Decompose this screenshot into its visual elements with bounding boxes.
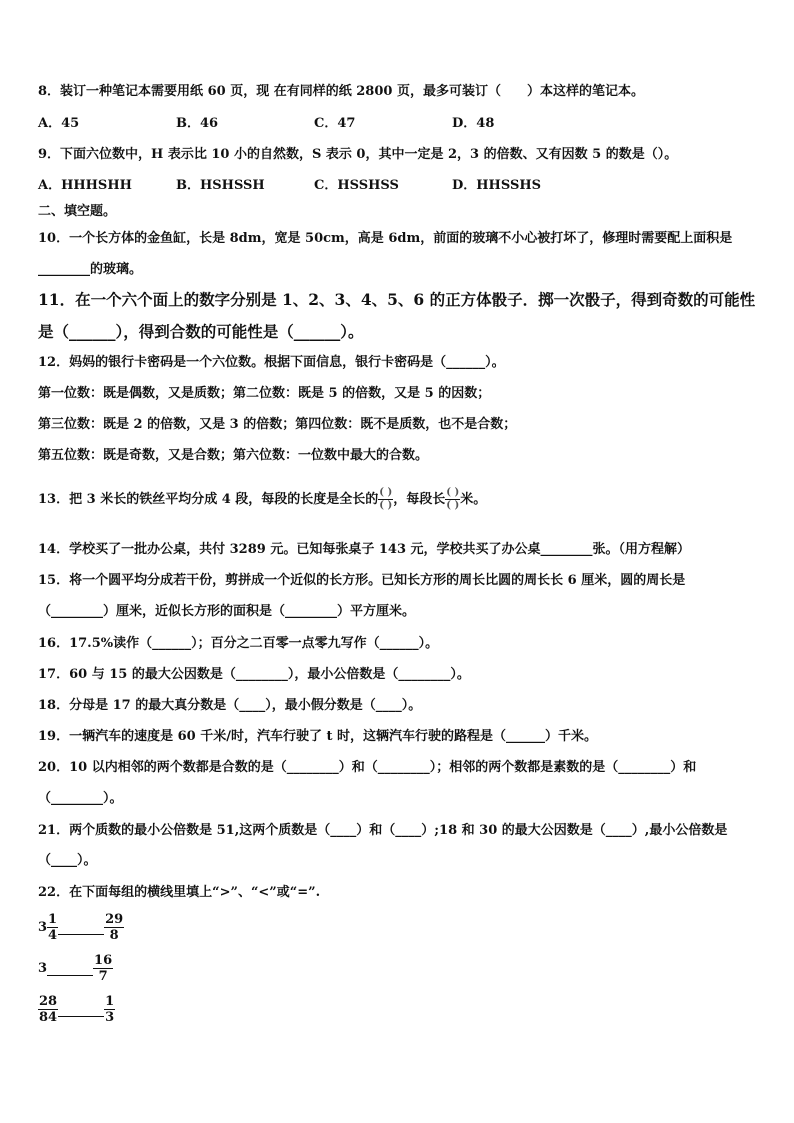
fraction-blank: $\frac{( )}{( )}$ [379, 487, 393, 511]
whole-number: 3 [38, 920, 48, 935]
question-12-line4: 第五位数：既是奇数，又是合数；第六位数：一位数中最大的合数。 [38, 448, 429, 463]
question-11-line2: 是（______），得到合数的可能性是（______）。 [38, 322, 364, 341]
question-10-line2: ________的玻璃。 [38, 262, 143, 277]
option-a: A．45 [38, 116, 80, 131]
question-10-line1: 10．一个长方体的金鱼缸，长是 8dm，宽是 50cm，高是 6dm，前面的玻璃不小心被打坏了，修理时需要配上面积是 [38, 231, 733, 246]
option-c: C．HSSHSS [314, 178, 399, 193]
fraction-blank: $\frac{( )}{( )}$ [446, 487, 460, 511]
question-21-line2: （____）。 [38, 853, 97, 868]
compare-row-2 [38, 954, 113, 983]
question-8: 8．装订一种笔记本需要用纸 60 页，现 在有同样的纸 2800 页，最多可装订（ ）本这样的笔记本。 [38, 84, 644, 99]
question-19: 19．一辆汽车的速度是 60 千米/时，汽车行驶了 t 时，这辆汽车行驶的路程是（______）千米。 [38, 729, 598, 744]
question-12-line1: 12．妈妈的银行卡密码是一个六位数。根据下面信息，银行卡密码是（______）。 [38, 355, 505, 370]
option-d: D．48 [452, 116, 495, 131]
whole-number: 3 [38, 961, 48, 976]
compare-row-1 [38, 913, 124, 942]
question-21-line1: 21．两个质数的最小公倍数是 51,这两个质数是（____）和（____）;18 和 30 的最大公因数是（____）,最小公倍数是 [38, 823, 728, 838]
question-15-line1: 15．将一个圆平均分成若干份，剪拼成一个近似的长方形。已知长方形的周长比圆的周长长 6 厘米，圆的周长是 [38, 573, 686, 588]
option-c: C．47 [314, 116, 356, 131]
question-13-pre: 13．把 3 米长的铁丝平均分成 4 段，每段的长度是全长的 [38, 491, 379, 507]
fraction: $\frac{16}{7}$ [94, 953, 113, 984]
question-22: 22．在下面每组的横线里填上“>”、“<”或“=”. [38, 885, 321, 900]
question-9: 9．下面六位数中，H 表示比 10 小的自然数，S 表示 0，其中一定是 2，3 的倍数、又有因数 5 的数是（）。 [38, 147, 678, 162]
question-16: 16．17.5%读作（______）；百分之二百零一点零九写作（______）。 [38, 636, 439, 651]
question-17: 17．60 与 15 的最大公因数是（________），最小公倍数是（________）。 [38, 667, 470, 682]
question-12-line3: 第三位数：既是 2 的倍数，又是 3 的倍数；第四位数：既不是质数，也不是合数； [38, 417, 517, 432]
answer-blank[interactable] [58, 1016, 104, 1017]
answer-blank[interactable] [58, 934, 104, 935]
question-13 [38, 488, 486, 511]
question-15-line2: （________）厘米，近似长方形的面积是（________）平方厘米。 [38, 604, 416, 619]
question-20-line1: 20．10 以内相邻的两个数都是合数的是（________）和（________）；相邻的两个数都是素数的是（________）和 [38, 760, 697, 775]
question-14: 14．学校买了一批办公桌，共付 3289 元。已知每张桌子 143 元，学校共买了办公桌________张。（用方程解） [38, 542, 691, 557]
question-12-line2: 第一位数：既是偶数，又是质数；第二位数：既是 5 的倍数，又是 5 的因数； [38, 386, 491, 401]
fraction: $\frac{1}{3}$ [105, 994, 115, 1025]
fraction: $\frac{28}{84}$ [39, 994, 58, 1025]
question-20-line2: （________）。 [38, 791, 123, 806]
option-a: A．HHHSHH [38, 178, 132, 193]
option-b: B．46 [176, 116, 219, 131]
fraction: $\frac{1}{4}$ [48, 912, 58, 943]
compare-row-3 [38, 995, 115, 1024]
fraction: $\frac{29}{8}$ [105, 912, 124, 943]
question-18: 18．分母是 17 的最大真分数是（____），最小假分数是（____）。 [38, 698, 422, 713]
question-13-mid: ，每段长 [393, 491, 446, 507]
question-13-post: 米。 [460, 491, 487, 507]
section-heading: 二、填空题。 [38, 204, 117, 219]
option-b: B．HSHSSH [176, 178, 265, 193]
question-8-options [38, 116, 494, 132]
question-9-options [38, 178, 541, 194]
option-d: D．HHSSHS [452, 178, 542, 193]
answer-blank[interactable] [47, 975, 93, 976]
question-11-line1: 11．在一个六个面上的数字分别是 1、2、3、4、5、6 的正方体骰子．掷一次骰子，得到奇数的可能性 [38, 290, 756, 309]
